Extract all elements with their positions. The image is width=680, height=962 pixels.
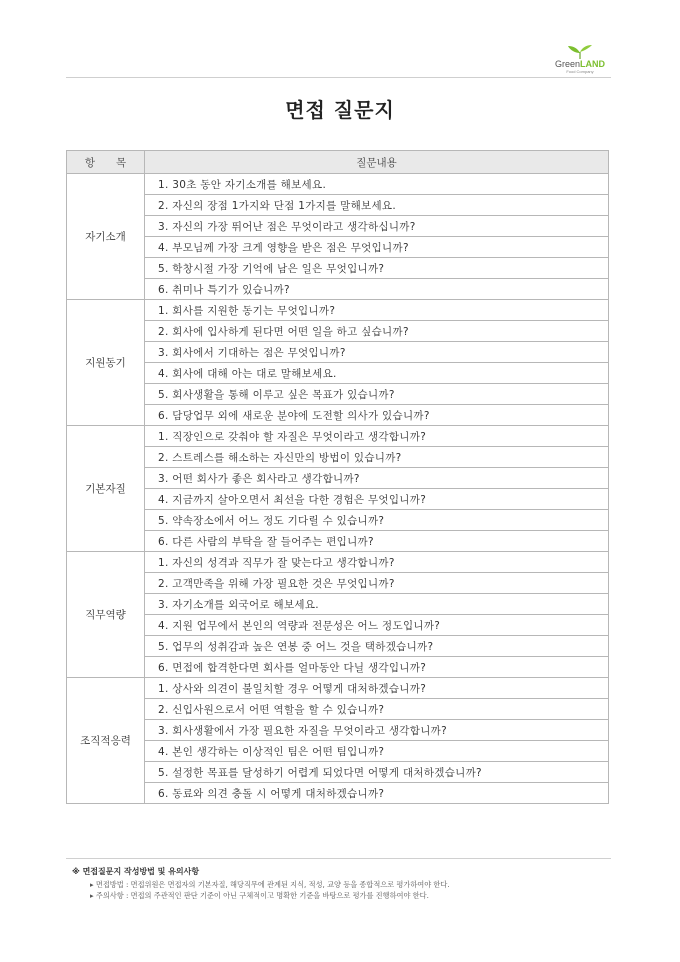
table-row [67,510,609,531]
logo-wordmark: GreenLAND [554,59,605,69]
table-row [67,342,609,363]
table-row [67,321,609,342]
table-row [67,447,609,468]
table-row [67,237,609,258]
question-cell: 4. 지금까지 살아오면서 최선을 다한 경험은 무엇입니까? [145,489,609,510]
question-cell: 3. 자기소개를 외국어로 해보세요. [145,594,609,615]
table-row [67,594,609,615]
notes-item: ▸ 면접방법 : 면접위원은 면접자의 기본자질, 해당직무에 관계된 지식, 적성, 교양 등을 종합적으로 평가하여야 한다. [90,880,450,889]
question-cell: 6. 면접에 합격한다면 회사를 얼마동안 다닐 생각입니까? [145,657,609,678]
question-cell: 5. 회사생활을 통해 이루고 싶은 목표가 있습니까? [145,384,609,405]
table-row [67,783,609,804]
notes-heading: ※ 면접질문지 작성방법 및 유의사항 [72,867,200,876]
header-category: 항 목 [67,151,145,174]
table-row [67,426,609,447]
question-cell: 1. 자신의 성격과 직무가 잘 맞는다고 생각합니까? [145,552,609,573]
question-cell: 6. 취미나 특기가 있습니까? [145,279,609,300]
table-row [67,762,609,783]
table-row [67,552,609,573]
question-cell: 1. 30초 동안 자기소개를 해보세요. [145,174,609,195]
table-row [67,636,609,657]
question-cell: 4. 지원 업무에서 본인의 역량과 전문성은 어느 정도입니까? [145,615,609,636]
table-row [67,489,609,510]
table-row [67,699,609,720]
table-header-row [67,151,609,174]
table-row [67,405,609,426]
question-cell: 3. 자신의 가장 뛰어난 점은 무엇이라고 생각하십니까? [145,216,609,237]
table-row [67,468,609,489]
table-row [67,531,609,552]
question-cell: 1. 회사를 지원한 동기는 무엇입니까? [145,300,609,321]
question-cell: 6. 동료와 의견 충돌 시 어떻게 대처하겠습니까? [145,783,609,804]
notes-item: ▸ 주의사항 : 면접의 주관적인 판단 기준이 아닌 구체적이고 명확한 기준을 바탕으로 평가를 진행하여야 한다. [90,891,429,900]
question-cell: 1. 직장인으로 갖춰야 할 자질은 무엇이라고 생각합니까? [145,426,609,447]
greenland-logo [550,45,610,74]
table-row [67,174,609,195]
notes-section [66,858,611,901]
question-cell: 1. 상사와 의견이 불일치할 경우 어떻게 대처하겠습니까? [145,678,609,699]
question-cell: 5. 학창시절 가장 기억에 남은 일은 무엇입니까? [145,258,609,279]
interview-question-table [66,150,609,804]
sprout-icon [565,45,595,59]
table-row [67,195,609,216]
header-questions: 질문내용 [145,151,609,174]
question-cell: 4. 본인 생각하는 이상적인 팀은 어떤 팀입니까? [145,741,609,762]
question-cell: 3. 회사에서 기대하는 점은 무엇입니까? [145,342,609,363]
table-row [67,216,609,237]
table-row [67,657,609,678]
table-row [67,573,609,594]
question-cell: 5. 설정한 목표를 달성하기 어렵게 되었다면 어떻게 대처하겠습니까? [145,762,609,783]
table-row [67,720,609,741]
page-title: 면접 질문지 [285,98,395,122]
table-row [67,363,609,384]
table-row [67,279,609,300]
header-divider [66,77,611,78]
question-cell: 4. 부모님께 가장 크게 영향을 받은 점은 무엇입니까? [145,237,609,258]
question-cell: 3. 회사생활에서 가장 필요한 자질을 무엇이라고 생각합니까? [145,720,609,741]
table-row [67,615,609,636]
question-cell: 5. 업무의 성취감과 높은 연봉 중 어느 것을 택하겠습니까? [145,636,609,657]
question-cell: 2. 신입사원으로서 어떤 역할을 할 수 있습니까? [145,699,609,720]
category-cell: 자기소개 [67,174,145,300]
table-row [67,741,609,762]
question-cell: 6. 다른 사람의 부탁을 잘 들어주는 편입니까? [145,531,609,552]
table-row [67,678,609,699]
question-cell: 2. 회사에 입사하게 된다면 어떤 일을 하고 싶습니까? [145,321,609,342]
table-row [67,300,609,321]
question-cell: 6. 담당업무 외에 새로운 분야에 도전할 의사가 있습니까? [145,405,609,426]
category-cell: 조직적응력 [67,678,145,804]
category-cell: 기본자질 [67,426,145,552]
question-cell: 2. 고객만족을 위해 가장 필요한 것은 무엇입니까? [145,573,609,594]
question-cell: 5. 약속장소에서 어느 정도 기다릴 수 있습니까? [145,510,609,531]
question-cell: 3. 어떤 회사가 좋은 회사라고 생각합니까? [145,468,609,489]
question-cell: 2. 자신의 장점 1가지와 단점 1가지를 말해보세요. [145,195,609,216]
logo-tagline: Food Company [566,69,594,74]
table-row [67,384,609,405]
category-cell: 직무역량 [67,552,145,678]
question-cell: 4. 회사에 대해 아는 대로 말해보세요. [145,363,609,384]
table-row [67,258,609,279]
category-cell: 지원동기 [67,300,145,426]
question-cell: 2. 스트레스를 해소하는 자신만의 방법이 있습니까? [145,447,609,468]
